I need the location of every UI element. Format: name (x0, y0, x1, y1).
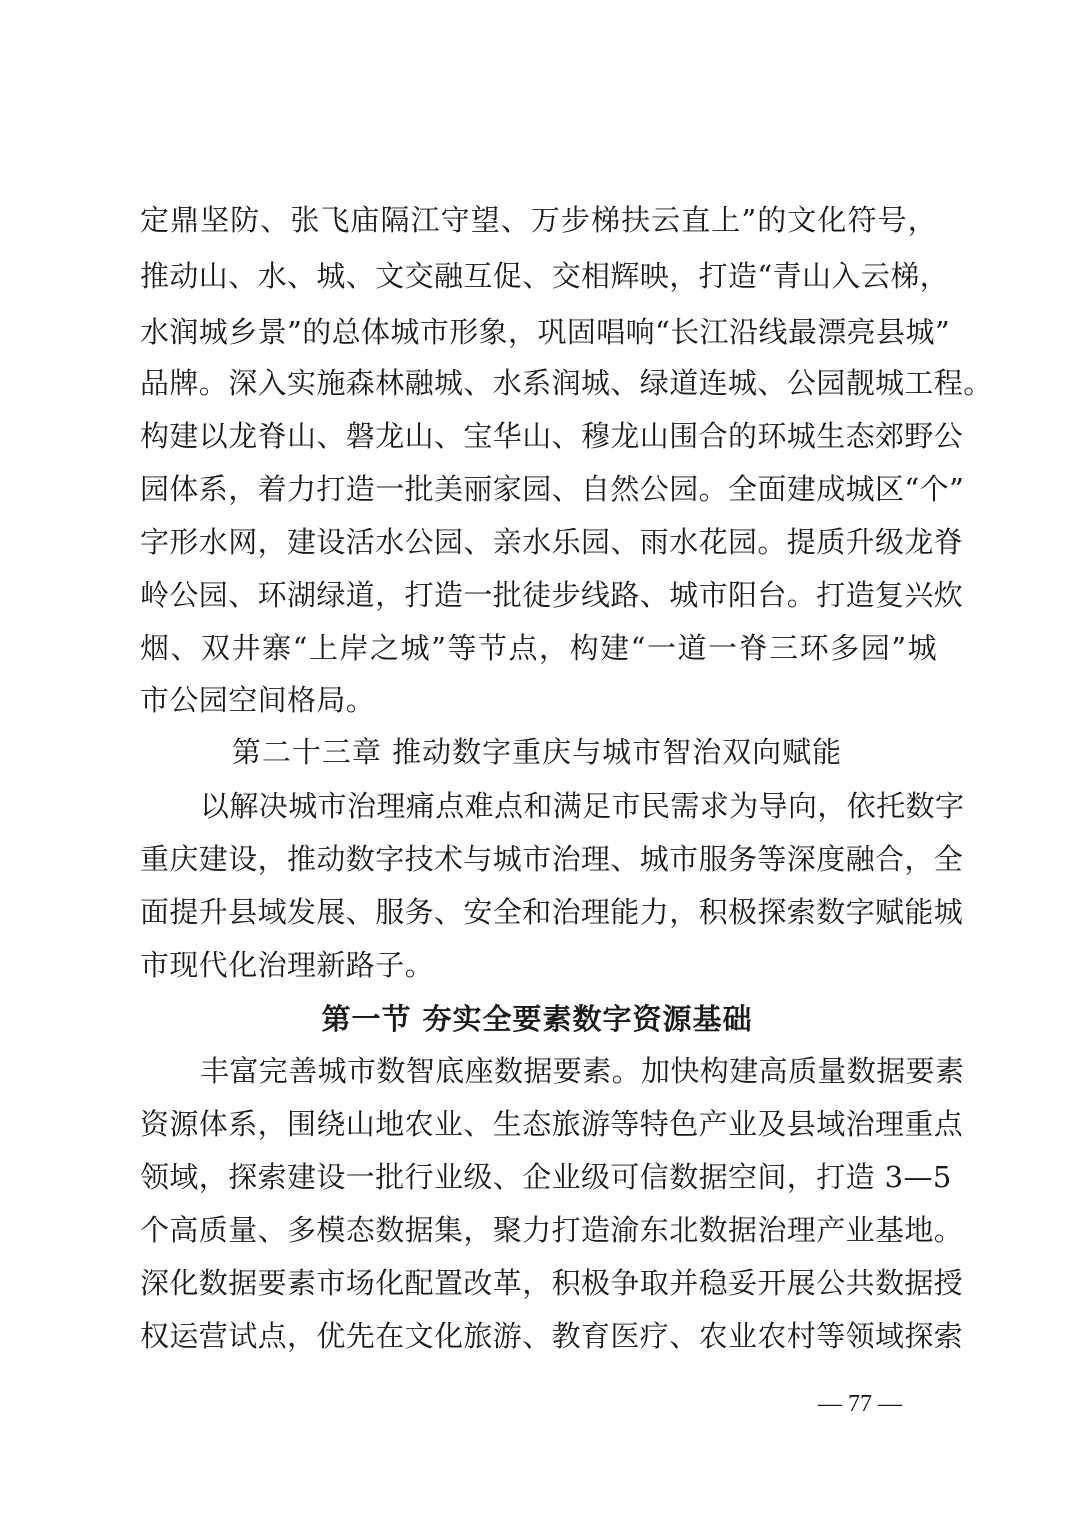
text-line: 个高质量、多模态数据集，聚力打造渝东北数据治理产业基地。 (140, 1213, 964, 1247)
page-number: — 77 — (818, 1391, 902, 1417)
text-line: 品牌。深入实施森林融城、水系润城、绿道连城、公园靓城工程。 (140, 366, 993, 400)
text-line: 水润城乡景”的总体城市形象，巩固唱响“长江沿线最漂亮县城” (140, 315, 951, 349)
text-line: 推动山、水、城、文交融互促、交相辉映，打造“青山入云梯， (140, 259, 950, 293)
text-line: 面提升县域发展、服务、安全和治理能力，积极探索数字赋能城 (140, 895, 964, 929)
chapter-heading: 第二十三章 推动数字重庆与城市智治双向赋能 (231, 735, 843, 769)
text-line: 资源体系，围绕山地农业、生态旅游等特色产业及县域治理重点 (140, 1107, 964, 1141)
text-line: 权运营试点，优先在文化旅游、教育医疗、农业农村等领域探索 (140, 1319, 964, 1353)
text-line: 深化数据要素市场化配置改革，积极争取并稳妥开展公共数据授 (140, 1266, 964, 1300)
text-line: 字形水网，建设活水公园、亲水乐园、雨水花园。提质升级龙脊 (140, 525, 964, 559)
text-line: 园体系，着力打造一批美丽家园、自然公园。全面建成城区“个” (140, 472, 965, 506)
text-line: 岭公园、环湖绿道，打造一批徒步线路、城市阳台。打造复兴炊 (140, 578, 964, 612)
section-heading: 第一节 夯实全要素数字资源基础 (321, 1002, 753, 1036)
text-line: 市公园空间格局。 (140, 683, 376, 717)
text-line: 定鼎坚防、张飞庙隔江守望、万步梯扶云直上”的文化符号， (140, 203, 937, 237)
text-line: 构建以龙脊山、磐龙山、宝华山、穆龙山围合的环城生态郊野公 (140, 419, 964, 453)
text-line: 烟、双井寨“上岸之城”等节点，构建“一道一脊三环多园”城 (140, 631, 937, 665)
text-line: 领域，探索建设一批行业级、企业级可信数据空间，打造 3—5 (140, 1160, 952, 1194)
text-line: 重庆建设，推动数字技术与城市治理、城市服务等深度融合，全 (140, 842, 964, 876)
text-line: 市现代化治理新路子。 (140, 948, 435, 982)
text-line: 以解决城市治理痛点难点和满足市民需求为导向，依托数字 (200, 789, 965, 823)
text-line: 丰富完善城市数智底座数据要素。加快构建高质量数据要素 (200, 1054, 965, 1088)
